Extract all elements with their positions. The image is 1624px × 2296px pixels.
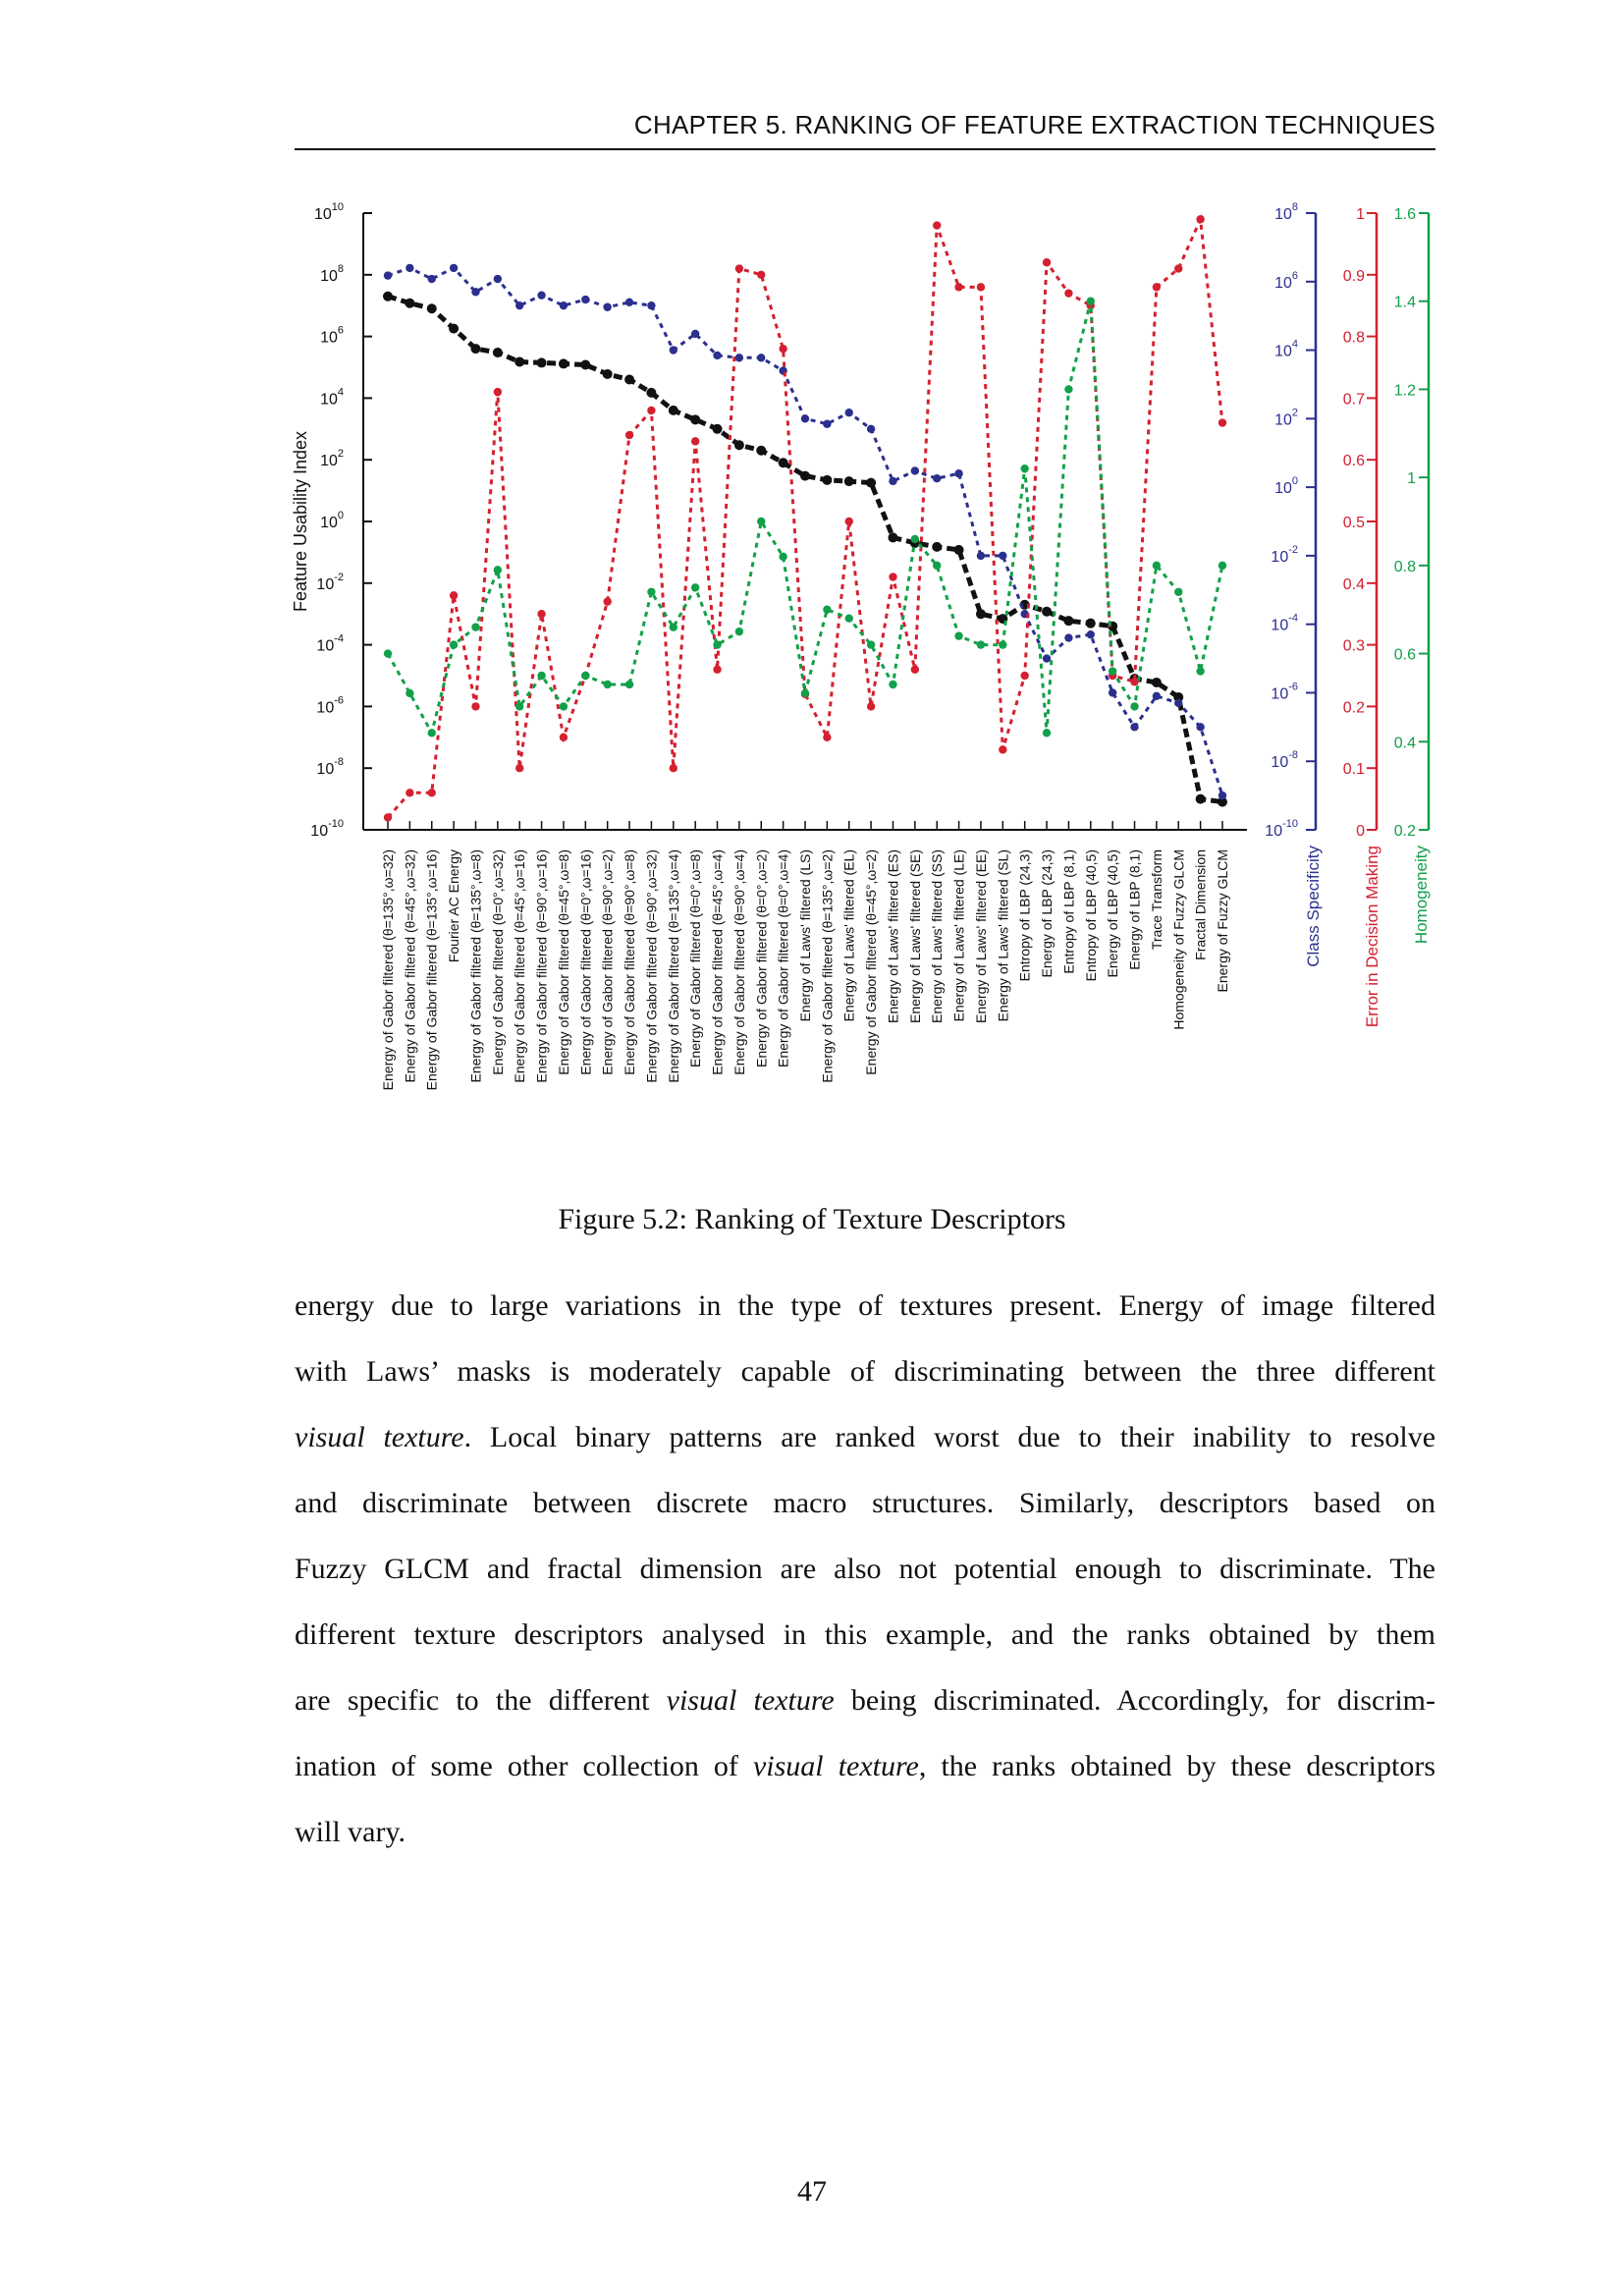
homog-data-point: [1196, 667, 1204, 675]
fui-data-point: [383, 292, 393, 301]
category-label: Energy of Gabor filtered (θ=90°,ω=32): [643, 849, 660, 1083]
error-data-point: [757, 271, 765, 279]
fui-data-point: [866, 478, 876, 488]
fui-data-point: [669, 406, 678, 415]
category-label: Energy of Laws' filtered (SL): [995, 849, 1011, 1022]
text-run: . Local binary patterns are ranked worst due to their inability to resolve: [463, 1421, 1436, 1453]
fui-data-point: [713, 424, 723, 434]
fui-data-point: [779, 458, 788, 467]
error-data-point: [1043, 258, 1051, 266]
paragraph-line: [295, 1681, 1435, 1747]
class-data-point: [625, 299, 633, 306]
body-paragraph: [295, 1286, 1435, 1879]
class-data-point: [560, 301, 568, 309]
category-label: Entropy of LBP (40,5): [1082, 849, 1099, 982]
error-tick-label: 0.8: [1342, 329, 1365, 347]
homog-data-point: [625, 681, 633, 688]
error-tick-label: 0.1: [1342, 761, 1365, 779]
category-label: Energy of Gabor filtered (θ=0°,ω=4): [775, 849, 791, 1067]
homog-tick-label: 1.2: [1393, 382, 1416, 400]
error-data-point: [560, 734, 568, 741]
category-label: Energy of Gabor filtered (θ=0°,ω=2): [753, 849, 770, 1067]
homog-tick-label: 1: [1407, 470, 1416, 488]
homog-data-point: [560, 702, 568, 710]
homog-data-point: [779, 553, 786, 561]
fui-data-point: [449, 324, 459, 334]
error-tick-label: 0.6: [1342, 453, 1365, 470]
left-tick-label: $10^{10}$: [313, 201, 344, 223]
category-label: Energy of Laws' filtered (ES): [885, 849, 901, 1023]
paragraph-line: [295, 1484, 1435, 1550]
error-data-point: [889, 573, 896, 580]
category-label: Energy of Laws' filtered (EE): [972, 849, 989, 1023]
homog-data-point: [735, 628, 743, 635]
class-data-point: [384, 271, 392, 279]
class-data-point: [603, 303, 611, 311]
class-data-point: [999, 552, 1006, 560]
homog-data-point: [977, 640, 985, 648]
fui-data-point: [493, 348, 503, 357]
category-label: Energy of Gabor filtered (θ=0°,ω=8): [687, 849, 704, 1067]
fui-data-point: [954, 545, 964, 555]
text-run: being discriminated. Accordingly, for discrim-: [834, 1684, 1435, 1717]
fui-data-point: [559, 358, 568, 368]
class-tick-label: $10^{-8}$: [1271, 749, 1298, 772]
class-tick-label: $10^2$: [1274, 407, 1298, 429]
fui-data-point: [427, 303, 437, 313]
homog-data-point: [1020, 465, 1028, 472]
error-data-point: [845, 518, 853, 525]
fui-data-point: [734, 440, 744, 450]
category-label: Energy of Gabor filtered (θ=90°,ω=16): [533, 849, 550, 1083]
category-label: Energy of Laws' filtered (LE): [950, 849, 967, 1022]
class-data-point: [845, 409, 853, 416]
error-data-point: [691, 437, 699, 445]
error-data-point: [537, 610, 545, 618]
error-data-point: [911, 666, 919, 674]
category-label: Energy of Gabor filtered (θ=90°,ω=4): [731, 849, 747, 1075]
class-tick-label: $10^0$: [1274, 475, 1298, 498]
category-label: Energy of LBP (8,1): [1126, 849, 1143, 970]
left-tick-label: $10^{-2}$: [316, 571, 344, 593]
text-run: with Laws’ masks is moderately capable of discriminating between the three different: [295, 1355, 1435, 1388]
paragraph-line: [295, 1550, 1435, 1615]
class-data-point: [515, 301, 523, 309]
category-label: Energy of Gabor filtered (θ=45°,ω=8): [555, 849, 571, 1075]
fui-data-point: [822, 475, 832, 485]
homog-tick-label: 0.2: [1393, 823, 1416, 840]
text-run: are specific to the different: [295, 1684, 667, 1717]
class-data-point: [735, 354, 743, 361]
homog-data-point: [537, 672, 545, 680]
class-data-point: [1109, 688, 1116, 696]
fui-data-point: [690, 414, 700, 424]
class-data-point: [1174, 699, 1182, 707]
class-data-point: [933, 474, 941, 482]
homog-data-point: [1043, 729, 1051, 737]
left-axis-label: Feature Usability Index: [291, 430, 310, 613]
error-data-point: [450, 591, 458, 599]
class-series-line: [388, 268, 1222, 795]
fui-data-point: [756, 446, 766, 456]
text-run: Fuzzy GLCM and fractal dimension are also not potential enough to discriminate. The: [295, 1553, 1435, 1585]
category-label: Homogeneity of Fuzzy GLCM: [1170, 849, 1187, 1030]
class-data-point: [450, 264, 458, 272]
paragraph-line: [295, 1615, 1435, 1681]
class-data-point: [1043, 654, 1051, 662]
fui-data-point: [405, 299, 414, 308]
homog-tick-label: 1.4: [1393, 294, 1416, 311]
homog-tick-label: 0.6: [1393, 646, 1416, 664]
category-label: Energy of Laws' filtered (SE): [906, 849, 923, 1023]
text-run: different texture descriptors analysed in this example, and the ranks obtained by them: [295, 1618, 1435, 1651]
error-data-point: [494, 388, 502, 396]
homog-data-point: [581, 672, 589, 680]
error-data-point: [977, 283, 985, 291]
error-data-point: [647, 407, 655, 414]
category-label: Entropy of LBP (8,1): [1060, 849, 1077, 974]
class-data-point: [670, 346, 677, 354]
class-data-point: [537, 291, 545, 299]
running-header: CHAPTER 5. RANKING OF FEATURE EXTRACTION TECHNIQUES: [633, 110, 1435, 139]
fui-data-point: [888, 532, 897, 542]
homog-data-point: [1087, 298, 1095, 305]
category-label: Energy of Gabor filtered (θ=45°,ω=4): [709, 849, 726, 1075]
class-data-point: [1196, 723, 1204, 731]
category-label: Energy of Gabor filtered (θ=135°,ω=4): [665, 849, 681, 1083]
homog-series-line: [388, 301, 1222, 734]
figure-caption: Figure 5.2: Ranking of Texture Descriptors: [558, 1203, 1066, 1235]
class-data-point: [713, 352, 721, 359]
homog-data-point: [1218, 562, 1226, 570]
homog-data-point: [1064, 385, 1072, 393]
text-run: will vary.: [295, 1816, 406, 1848]
class-data-point: [1153, 692, 1161, 700]
category-label: Energy of Gabor filtered (θ=135°,ω=16): [423, 849, 440, 1091]
class-data-point: [954, 469, 962, 477]
category-label: Energy of Gabor filtered (θ=135°,ω=8): [467, 849, 484, 1083]
fui-data-point: [1152, 678, 1162, 687]
text-run: and discriminate between discrete macro structures. Similarly, descriptors based on: [295, 1487, 1435, 1519]
class-axis-label: Class Specificity: [1304, 846, 1323, 967]
class-data-point: [911, 466, 919, 474]
category-label: Energy of Gabor filtered (θ=90°,ω=8): [622, 849, 638, 1075]
category-label: Energy of Gabor filtered (θ=0°,ω=16): [577, 849, 594, 1075]
category-label: Energy of Gabor filtered (θ=45°,ω=32): [402, 849, 418, 1083]
left-tick-label: $10^6$: [320, 324, 344, 347]
left-tick-label: $10^0$: [320, 510, 344, 531]
category-label: Energy of LBP (40,5): [1105, 849, 1121, 978]
class-data-point: [801, 414, 809, 422]
homog-tick-label: 0.4: [1393, 735, 1416, 752]
class-tick-label: $10^{-6}$: [1271, 681, 1298, 703]
category-label: Energy of Laws' filtered (EL): [840, 849, 857, 1022]
ranking-chart: [285, 191, 1443, 1159]
homog-data-point: [670, 623, 677, 630]
error-data-point: [406, 789, 413, 796]
homog-data-point: [999, 640, 1006, 648]
error-tick-label: 1: [1356, 206, 1365, 223]
homog-data-point: [494, 566, 502, 574]
homog-data-point: [515, 702, 523, 710]
text-run: , the ranks obtained by these descriptors: [918, 1750, 1436, 1782]
error-data-point: [428, 789, 436, 796]
homog-data-point: [801, 689, 809, 697]
homog-data-point: [911, 535, 919, 543]
error-tick-label: 0.5: [1342, 515, 1365, 531]
category-label: Energy of Gabor filtered (θ=135°,ω=32): [380, 849, 396, 1091]
italic-text: visual texture: [666, 1684, 835, 1717]
homog-data-point: [713, 640, 721, 648]
homog-data-point: [450, 640, 458, 648]
error-tick-label: 0.9: [1342, 267, 1365, 285]
error-data-point: [1174, 264, 1182, 272]
error-data-point: [867, 702, 875, 710]
error-data-point: [670, 764, 677, 772]
paragraph-line: [295, 1747, 1435, 1813]
error-tick-label: 0.4: [1342, 575, 1365, 593]
category-label: Entropy of LBP (24,3): [1016, 849, 1033, 982]
error-tick-label: 0: [1356, 823, 1365, 840]
error-data-point: [384, 813, 392, 821]
homog-data-point: [845, 614, 853, 622]
category-label: Energy of LBP (24,3): [1039, 849, 1056, 978]
homog-data-point: [933, 562, 941, 570]
error-data-point: [779, 345, 786, 353]
error-data-point: [1196, 215, 1204, 223]
homog-data-point: [647, 588, 655, 596]
paragraph-line: [295, 1286, 1435, 1352]
error-tick-label: 0.3: [1342, 637, 1365, 655]
error-series-line: [388, 219, 1222, 817]
fui-data-point: [844, 476, 854, 486]
homog-data-point: [384, 649, 392, 657]
class-data-point: [757, 354, 765, 361]
class-data-point: [691, 330, 699, 338]
error-data-point: [823, 734, 831, 741]
category-label: Energy of Gabor filtered (θ=45°,ω=2): [863, 849, 880, 1075]
class-data-point: [1087, 630, 1095, 638]
fui-series-line: [388, 297, 1222, 802]
class-data-point: [823, 420, 831, 428]
error-tick-label: 0.7: [1342, 391, 1365, 409]
error-tick-label: 0.2: [1342, 699, 1365, 717]
class-tick-label: $10^4$: [1274, 338, 1298, 360]
homog-data-point: [867, 640, 875, 648]
error-data-point: [1020, 672, 1028, 680]
homog-data-point: [1153, 562, 1161, 570]
fui-data-point: [1042, 607, 1052, 617]
fui-data-point: [1086, 619, 1096, 629]
fui-data-point: [800, 471, 810, 481]
left-tick-label: $10^8$: [320, 262, 344, 285]
error-data-point: [735, 264, 743, 272]
fui-data-point: [976, 609, 986, 619]
error-data-point: [471, 702, 479, 710]
fui-data-point: [470, 344, 480, 354]
fui-data-point: [514, 356, 524, 366]
category-label: Energy of Laws' filtered (SS): [929, 849, 946, 1023]
left-tick-label: $10^2$: [320, 448, 344, 470]
category-label: Energy of Gabor filtered (θ=135°,ω=2): [819, 849, 836, 1083]
error-data-point: [713, 666, 721, 674]
class-data-point: [977, 552, 985, 560]
homog-data-point: [428, 729, 436, 737]
category-label: Trace Transform: [1148, 849, 1164, 951]
homog-tick-label: 0.8: [1393, 558, 1416, 575]
class-tick-label: $10^{-4}$: [1271, 612, 1298, 634]
homog-data-point: [757, 518, 765, 525]
error-data-point: [1153, 283, 1161, 291]
class-tick-label: $10^8$: [1274, 201, 1298, 223]
error-data-point: [933, 221, 941, 229]
page-number: 47: [797, 2175, 827, 2208]
left-tick-label: $10^{-4}$: [316, 632, 344, 655]
homog-data-point: [1130, 702, 1138, 710]
class-data-point: [889, 477, 896, 485]
class-data-point: [867, 425, 875, 433]
class-data-point: [471, 288, 479, 296]
left-tick-label: $10^{-8}$: [316, 756, 344, 779]
class-data-point: [428, 275, 436, 283]
italic-text: visual texture: [752, 1750, 919, 1782]
class-data-point: [406, 264, 413, 272]
error-data-point: [999, 745, 1006, 753]
category-label: Energy of Gabor filtered (θ=45°,ω=16): [512, 849, 528, 1083]
text-run: ination of some other collection of: [295, 1750, 753, 1782]
left-tick-label: $10^4$: [320, 386, 344, 409]
class-tick-label: $10^6$: [1274, 269, 1298, 292]
error-data-point: [625, 431, 633, 439]
homog-data-point: [471, 623, 479, 630]
error-data-point: [1218, 418, 1226, 426]
fui-data-point: [580, 360, 590, 370]
italic-text: visual texture: [295, 1421, 464, 1453]
fui-data-point: [646, 388, 656, 398]
error-data-point: [954, 283, 962, 291]
header-rule: [295, 148, 1435, 150]
fui-data-point: [1063, 616, 1073, 626]
class-data-point: [494, 275, 502, 283]
homog-data-point: [406, 689, 413, 697]
class-data-point: [1064, 633, 1072, 641]
fui-data-point: [603, 369, 613, 379]
category-label: Energy of Laws' filtered (LS): [797, 849, 813, 1022]
fui-data-point: [624, 374, 634, 384]
fui-data-point: [537, 357, 547, 367]
homog-axis-label: Homogeneity: [1412, 846, 1431, 945]
paragraph-line: [295, 1418, 1435, 1484]
category-label: Energy of Fuzzy GLCM: [1215, 849, 1230, 993]
homog-tick-label: 1.6: [1393, 206, 1416, 223]
class-tick-label: $10^{-2}$: [1271, 543, 1298, 566]
homog-data-point: [889, 681, 896, 688]
homog-data-point: [603, 681, 611, 688]
category-label: Energy of Gabor filtered (θ=90°,ω=2): [599, 849, 616, 1075]
paragraph-line: [295, 1352, 1435, 1418]
category-label: Energy of Gabor filtered (θ=0°,ω=32): [489, 849, 506, 1075]
paragraph-line: [295, 1813, 1435, 1879]
homog-data-point: [691, 583, 699, 591]
class-tick-label: $10^{-10}$: [1265, 818, 1298, 840]
fui-data-point: [932, 542, 942, 552]
homog-data-point: [1174, 588, 1182, 596]
class-data-point: [1130, 723, 1138, 731]
category-label: Fractal Dimension: [1192, 849, 1209, 960]
error-data-point: [515, 764, 523, 772]
fui-data-point: [1196, 794, 1206, 804]
class-data-point: [1218, 792, 1226, 799]
error-data-point: [1064, 289, 1072, 297]
text-run: energy due to large variations in the type of textures present. Energy of image filtered: [295, 1289, 1435, 1322]
left-tick-label: $10^{-6}$: [316, 694, 344, 717]
error-data-point: [603, 597, 611, 605]
class-data-point: [581, 296, 589, 303]
error-axis-label: Error in Decision Making: [1363, 846, 1381, 1028]
class-data-point: [647, 301, 655, 309]
left-tick-label: $10^{-10}$: [310, 818, 344, 840]
homog-data-point: [1109, 667, 1116, 675]
homog-data-point: [954, 631, 962, 639]
category-label: Fourier AC Energy: [446, 849, 462, 963]
homog-data-point: [823, 606, 831, 614]
